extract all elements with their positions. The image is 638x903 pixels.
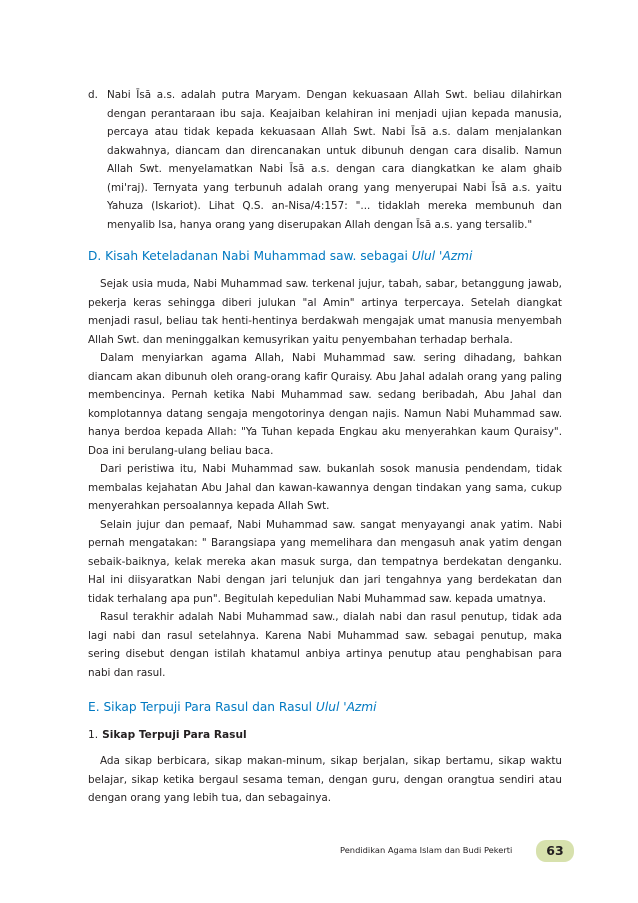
subsection-heading [88, 726, 562, 744]
page-content [88, 86, 562, 808]
paragraph: Selain jujur dan pemaaf, Nabi Muhammad saw. sangat menyayangi anak yatim. Nabi pernah mengatakan: " Barangsiapa yang memelihara dan mengasuh anak yatim dengan sebaik-baiknya, kelak mereka akan masuk surga, dan tempatnya berdekatan denganku. Hal ini diisyaratkan Nabi dengan jari telunjuk dan jari tengahnya yang berdekatan dan tidak terhalang apa pun". Begitulah kepedulian Nabi Muhammad saw. kepada umatnya. [88, 518, 562, 605]
paragraph: Ada sikap berbicara, sikap makan-minum, sikap berjalan, sikap bertamu, sikap waktu belajar, sikap ketika bergaul sesama teman, dengan guru, dengan orangtua sendiri atau dengan orang yang lebih tua, dan sebagainya. [88, 755, 562, 804]
subsection-number: 1. [88, 729, 99, 741]
subsection-title: Sikap Terpuji Para Rasul [102, 729, 247, 741]
footer-book-title: Pendidikan Agama Islam dan Budi Pekerti [340, 845, 513, 855]
paragraph: Rasul terakhir adalah Nabi Muhammad saw., dialah nabi dan rasul penutup, tidak ada lagi nabi dan rasul setelahnya. Karena Nabi Muhammad saw. sebagai penutup, maka sering disebut dengan istilah khatamul anbiya artinya penutup atau penghabisan para nabi dan rasul. [88, 611, 562, 679]
page-number: 63 [546, 843, 564, 858]
section-d-heading-text: D. Kisah Keteladanan Nabi Muhammad saw. sebagai [88, 249, 408, 263]
section-d-heading [88, 247, 562, 265]
paragraph: Dari peristiwa itu, Nabi Muhammad saw. bukanlah sosok manusia pendendam, tidak membalas kejahatan Abu Jahal dan kawan-kawannya dengan tindakan yang sama, cukup menyerahkan persoalannya kepada Allah Swt. [88, 463, 562, 512]
section-e-heading-italic: Ulul 'Azmi [315, 700, 377, 714]
page-number-badge [536, 840, 574, 862]
list-marker: d. [88, 89, 98, 101]
section-e-heading-text: E. Sikap Terpuji Para Rasul dan Rasul [88, 700, 313, 714]
list-item-text: Nabi Īsā a.s. adalah putra Maryam. Dengan kekuasaan Allah Swt. beliau dilahirkan dengan perantaraan ibu saja. Keajaiban kelahiran ini menjadi ujian kepada manusia, percaya atau tidak kepada kekuasaan Allah Swt. Nabi Īsā a.s. dalam menjalankan dakwahnya, diancam dan direncanakan untuk dibunuh dengan cara disalib. Namun Allah Swt. menyelamatkan Nabi Īsā a.s. dengan cara diangkatkan ke alam ghaib (mi'raj). Ternyata yang terbunuh adalah orang yang menyerupai Nabi Īsā a.s. yaitu Yahuza (Iskariot). Lihat Q.S. an-Nisa/4:157: "... tidaklah mereka membunuh dan menyalib Isa, hanya orang yang diserupakan Allah dengan Īsā a.s. yang tersalib." [107, 89, 562, 231]
list-item-d [88, 86, 562, 234]
paragraph: Dalam menyiarkan agama Allah, Nabi Muhammad saw. sering dihadang, bahkan diancam akan dibunuh oleh orang-orang kafir Quraisy. Abu Jahal adalah orang yang paling membencinya. Pernah ketika Nabi Muhammad saw. sedang beribadah, Abu Jahal dan komplotannya datang sengaja mengotorinya dengan najis. Namun Nabi Muhammad saw. hanya berdoa kepada Allah: "Ya Tuhan kepada Engkau aku menyerahkan kaum Quraisy". Doa ini berulang-ulang beliau baca. [88, 352, 562, 457]
section-e-heading [88, 698, 562, 716]
section-d-heading-italic: Ulul 'Azmi [411, 249, 473, 263]
paragraph: Sejak usia muda, Nabi Muhammad saw. terkenal jujur, tabah, sabar, betanggung jawab, pekerja keras sehingga diberi julukan "al Amin" artinya terpercaya. Setelah diangkat menjadi rasul, beliau tak henti-hentinya berdakwah mengajak umat manusia menyembah Allah Swt. dan meninggalkan kemusyrikan yaitu penyembahan terhadap berhala. [88, 278, 562, 346]
page-footer [340, 840, 570, 864]
